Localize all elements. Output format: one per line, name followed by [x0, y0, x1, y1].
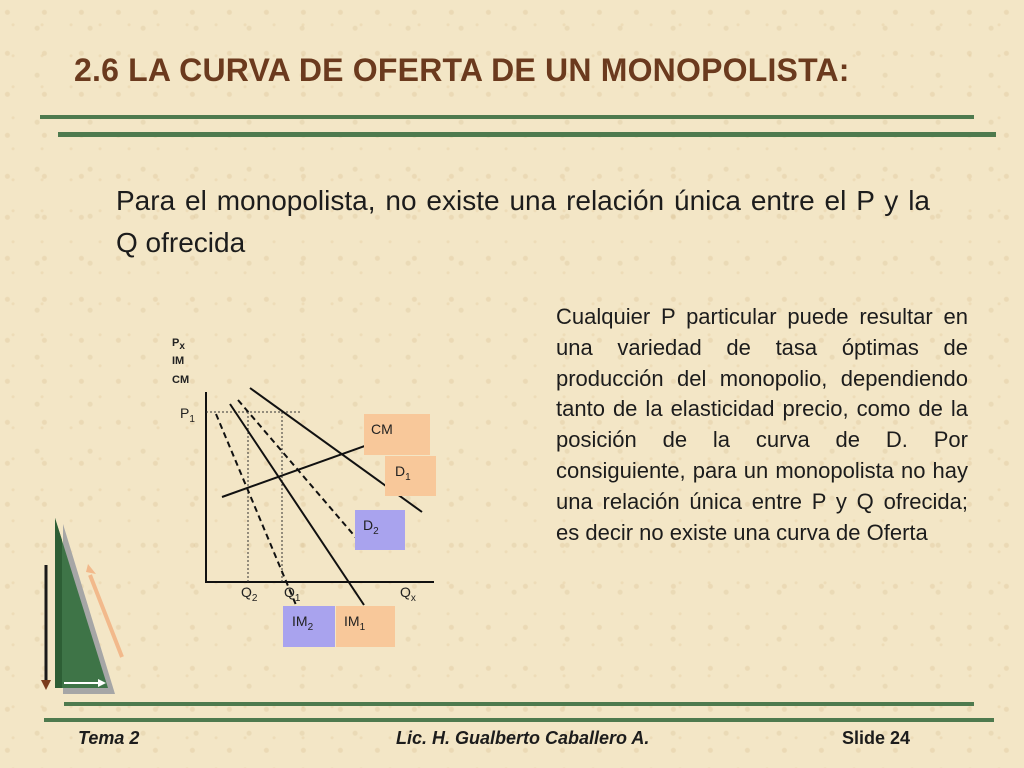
footer-topic: Tema 2: [78, 728, 140, 748]
im1-curve: [230, 404, 364, 605]
d1-label: $D_1$: [395, 463, 411, 483]
im1-label: $IM_1$: [344, 613, 366, 633]
explanation-text: Cualquier P particular puede resultar en una variedad de tasa óptimas de producción del monopolio, dependiendo tanto de la elasticidad precio, como de la posición de la curva de D. Por consiguiente, para un monopolista no hay una relación única entre P y Q ofrecida; es decir no existe una curva de Oferta: [556, 304, 968, 545]
footer-slide-number: Slide 24: [842, 728, 911, 748]
footer-author: Lic. H. Gualberto Caballero A.: [396, 728, 650, 748]
im2-label: $IM_2$: [292, 613, 314, 633]
qx-label: $Q_x$: [400, 584, 416, 604]
y-axis-label-cm: CM: [172, 374, 190, 386]
triangle-decoration: [41, 518, 122, 694]
p1-label: $P_1$: [180, 405, 195, 425]
cm-label: CM: [371, 421, 393, 437]
intro-text: Para el monopolista, no existe una relación única entre el P y la Q ofrecida: [116, 185, 930, 258]
d2-label: $D_2$: [363, 517, 379, 537]
slide-title: 2.6 LA CURVA DE OFERTA DE UN MONOPOLISTA:: [74, 52, 850, 88]
q2-label: $Q_2$: [241, 584, 258, 604]
footer-rule-bottom: [44, 718, 994, 722]
y-axis-label-im: IM: [172, 355, 185, 367]
footer-rule-top: [64, 702, 974, 706]
q1-label: $Q_1$: [284, 584, 301, 604]
d2-curve: [238, 400, 358, 540]
y-axis-label-px: Px: [172, 337, 185, 352]
